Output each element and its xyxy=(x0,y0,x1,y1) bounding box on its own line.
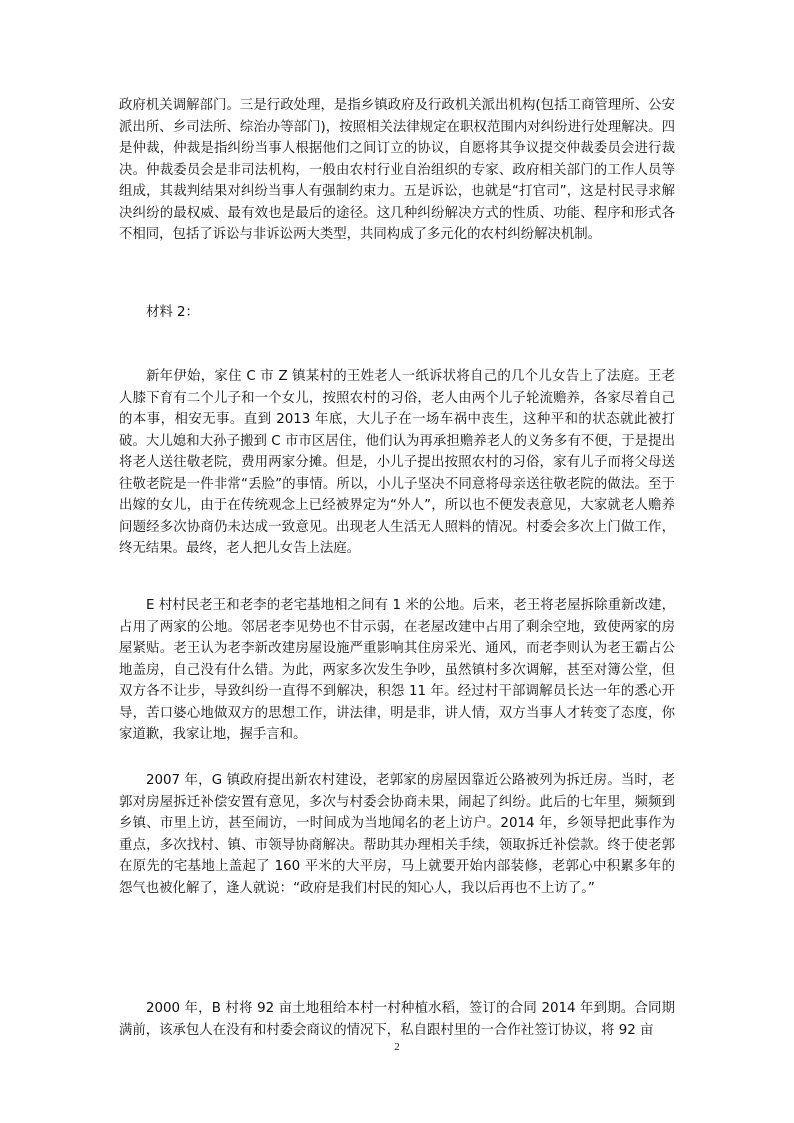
page-number: 2 xyxy=(394,1041,400,1053)
paragraph-case-land-lease: 2000 年，B 村将 92 亩土地租给本村一村种植水稻，签订的合同 2014 年到期。合同期满前，该承包人在没有和村委会商议的情况下，私自跟村里的一合作社签订协议，将 92 亩 xyxy=(119,1001,675,1038)
paragraph-case-homestead: E 村村民老王和老李的老宅基地相之间有 1 米的公地。后来，老王将老屋拆除重新改建，占用了两家的公地。邻居老李见势也不甘示弱，在老屋改建中占用了剩余空地，致使两家的房屋紧贴。老王认为老李新改建房屋设施严重影响其住房采光、通风，而老李则认为老王霸占公地盖房，自己没有什么错。为此，两家多次发生争吵，虽然镇村多次调解，甚至对簿公堂，但双方各不让步，导致纠纷一直得不到解决，积怨 11 年。经过村干部调解员长达一年的悉心开导，苦口婆心地做双方的思想工作，讲法律，明是非，讲人情，双方当事人才转变了态度，你家道歉，我家让地，握手言和。 xyxy=(119,598,675,742)
paragraph-case-wang-elderly: 新年伊始，家住 C 市 Z 镇某村的王姓老人一纸诉状将自己的几个儿女告上了法庭。王老人膝下育有二个儿子和一个女儿，按照农村的习俗，老人由两个儿子轮流赡养，各家尽着自己的本事，相安无事。直到 2013 年底，大儿子在一场车祸中丧生，这种平和的状态就此被打破。大儿媳和大孙子搬到 C 市市区居住，他们认为再承担赡养老人的义务多有不便，于是提出将老人送往敬老院，费用两家分摊。但是，小儿子提出按照农村的习俗，家有儿子而将父母送往敬老院是一件非常“丢脸”的事情。所以，小儿子坚决不同意将母亲送往敬老院的做法。至于出嫁的女儿，由于在传统观念上已经被界定为“外人”，所以也不便发表意见，大家就老人赡养问题经多次协商仍未达成一致意见。出现老人生活无人照料的情况。村委会多次上门做工作，终无结果。最终，老人把儿女告上法庭。 xyxy=(119,369,675,556)
paragraph-mediation-methods: 政府机关调解部门。三是行政处理，是指乡镇政府及行政机关派出机构(包括工商管理所、公安派出所、乡司法所、综治办等部门)，按照相关法律规定在职权范围内对纠纷进行处理解决。四是仲裁，仲裁是指纠纷当事人根据他们之间订立的协议，自愿将其争议提交仲裁委员会进行裁决。仲裁委员会是非司法机构，一般由农村行业自治组织的专家、政府相关部门的工作人员等组成，其裁判结果对纠纷当事人有强制约束力。五是诉讼，也就是“打官司”，这是村民寻求解决纠纷的最权威、最有效也是最后的途径。这几种纠纷解决方式的性质、功能、程序和形式各不相同，包括了诉讼与非诉讼两大类型，共同构成了多元化的农村纠纷解决机制。 xyxy=(119,98,675,242)
paragraph-case-guo-petition: 2007 年，G 镇政府提出新农村建设，老郭家的房屋因靠近公路被列为拆迁房。当时，老郭对房屋拆迁补偿安置有意见，多次与村委会协商未果，闹起了纠纷。此后的七年里，频频到乡镇、市里上访，甚至闹访，一时间成为当地闻名的老上访户。2014 年，乡领导把此事作为重点，多次找村、镇、市领导协商解决。帮助其办理相关手续，领取拆迁补偿款。终于使老郭在原先的宅基地上盖起了 160 平米的大平房，马上就要开始内部装修，老郭心中积累多年的怨气也被化解了，逢人就说：“政府是我们村民的知心人，我以后再也不上访了。” xyxy=(119,773,675,896)
heading-material-2: 材料 2： xyxy=(146,305,199,320)
